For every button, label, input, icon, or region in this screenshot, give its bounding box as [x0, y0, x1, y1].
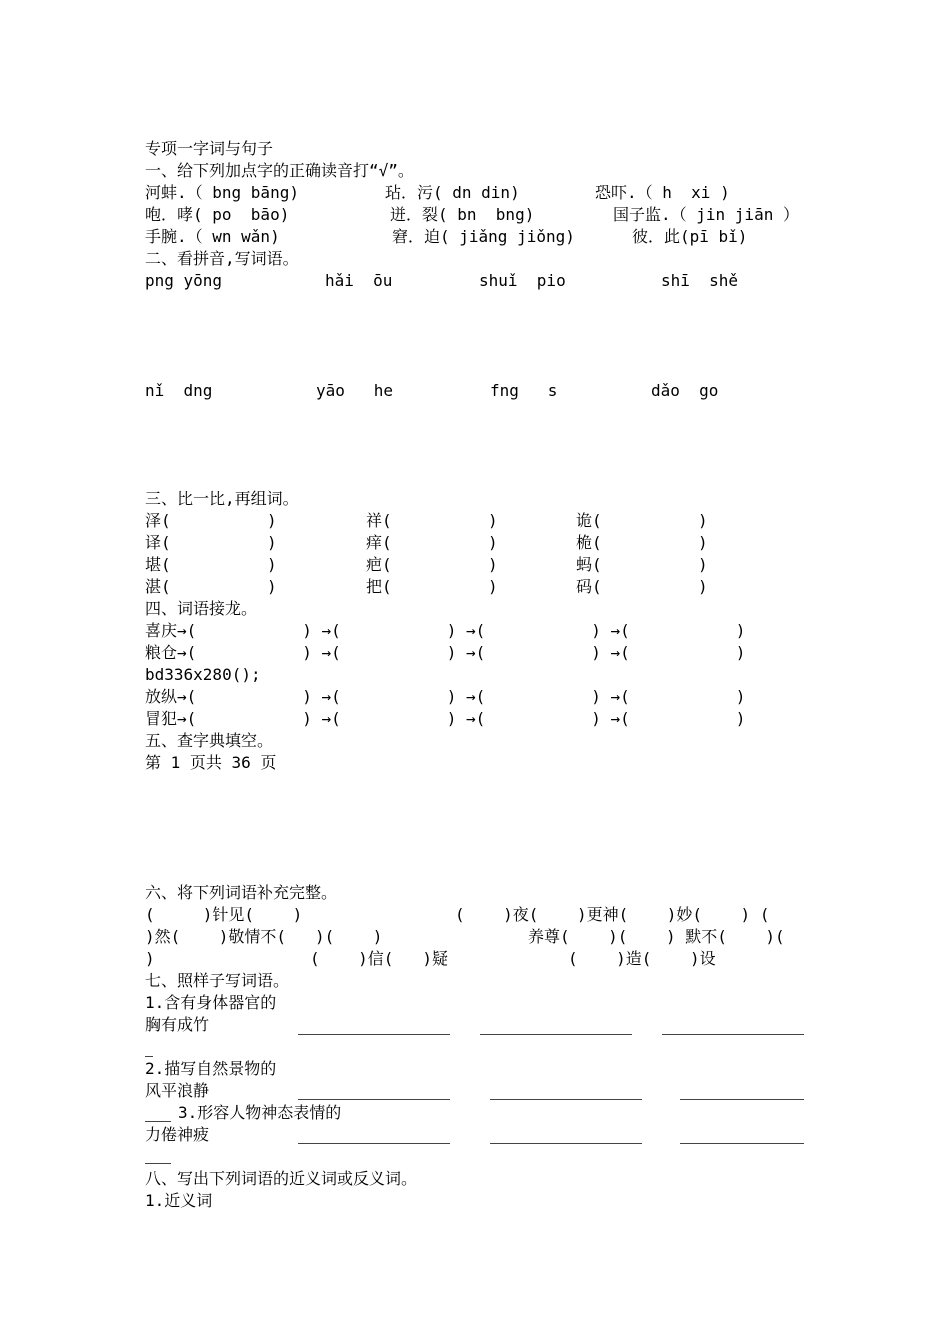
s6-r1-a: ( )针见( ): [145, 905, 303, 924]
s7-q1: 1.含有身体器官的: [145, 993, 277, 1012]
section-3-heading: 三、比一比,再组词。: [145, 489, 299, 508]
section-2-heading: 二、看拼音,写词语。: [145, 249, 299, 268]
section-1-heading: 一、给下列加点字的正确读音打“√”。: [145, 161, 414, 180]
answer-line: [490, 1099, 642, 1100]
answer-line: [680, 1143, 804, 1144]
s6-r2-a: )然( )敬情不( )( ): [145, 927, 383, 946]
answer-line: [680, 1099, 804, 1100]
section-5-heading: 五、查字典填空。: [145, 731, 274, 750]
s7-q3: 3.形容人物神态表情的: [178, 1103, 342, 1122]
s7-q1-example: 胸有成竹: [145, 1015, 210, 1034]
pinyin-8: dǎo go: [651, 381, 719, 400]
s3-r1-c3: 诡( ): [576, 511, 708, 530]
pinyin-4: shī shě: [661, 271, 739, 290]
s1-r3-c2: 窘．迫( jiǎng jiǒng): [392, 227, 575, 246]
pinyin-6: yāo he: [316, 381, 394, 400]
answer-line: [662, 1034, 804, 1035]
section-6-heading: 六、将下列词语补充完整。: [145, 883, 338, 902]
s6-r3-a: ): [145, 949, 155, 968]
s3-r2-c2: 痒( ): [366, 533, 498, 552]
answer-line: [145, 1121, 171, 1122]
s1-r1-c3: 恐吓.（ h xi ): [595, 183, 730, 202]
pinyin-5: nǐ dng: [145, 381, 213, 400]
chain-row-2: 粮仓→( ) →( ) →( ) →( ): [145, 643, 746, 662]
s6-r2-b: 养尊( )( ) 默不( )(: [528, 927, 785, 946]
chain-row-4: 冒犯→( ) →( ) →( ) →( ): [145, 709, 746, 728]
s3-r4-c1: 湛( ): [145, 577, 277, 596]
s1-r2-c3: 国子监.（ jin jiān ）: [613, 205, 799, 224]
answer-line: [298, 1034, 450, 1035]
section-7-heading: 七、照样子写词语。: [145, 971, 290, 990]
s1-r1-c1: 河蚌.（ bng bāng): [145, 183, 299, 202]
chain-row-3: 放纵→( ) →( ) →( ) →( ): [145, 687, 746, 706]
s1-r2-c2: 迸．裂( bn bng): [390, 205, 535, 224]
chain-row-1: 喜庆→( ) →( ) →( ) →( ): [145, 621, 746, 640]
s1-r1-c2: 玷．污( dn din): [385, 183, 520, 202]
s7-q3-example: 力倦神疲: [145, 1125, 210, 1144]
answer-line: [145, 1056, 153, 1057]
s6-r3-c: ( )造( )设: [568, 949, 716, 968]
answer-line: [480, 1034, 632, 1035]
pinyin-3: shuǐ pio: [479, 271, 566, 290]
answer-line: [145, 1163, 171, 1164]
pinyin-1: png yōng: [145, 271, 223, 290]
s3-r2-c1: 译( ): [145, 533, 277, 552]
s3-r4-c2: 把( ): [366, 577, 498, 596]
s3-r1-c2: 祥( ): [366, 511, 498, 530]
s3-r3-c2: 疤( ): [366, 555, 498, 574]
s3-r4-c3: 码( ): [576, 577, 708, 596]
s3-r1-c1: 泽( ): [145, 511, 277, 530]
pinyin-7: fng s: [490, 381, 558, 400]
answer-line: [298, 1143, 450, 1144]
s8-q1: 1.近义词: [145, 1191, 213, 1210]
pinyin-2: hǎi ōu: [325, 271, 393, 290]
s1-r2-c1: 咆．哮( po bāo): [145, 205, 290, 224]
s7-q2-example: 风平浪静: [145, 1081, 210, 1100]
s3-r2-c3: 桅( ): [576, 533, 708, 552]
doc-title: 专项一字词与句子: [145, 139, 274, 158]
ad-code-text: bd336x280();: [145, 665, 261, 684]
answer-line: [298, 1099, 450, 1100]
s7-q2: 2.描写自然景物的: [145, 1059, 277, 1078]
s1-r3-c1: 手腕.（ wn wǎn): [145, 227, 280, 246]
s6-r3-b: ( )信( )疑: [310, 949, 448, 968]
section-4-heading: 四、词语接龙。: [145, 599, 258, 618]
page-footer: 第 1 页共 36 页: [145, 753, 277, 772]
s3-r3-c1: 堪( ): [145, 555, 277, 574]
s1-r3-c3: 彼．此(pī bǐ): [632, 227, 748, 246]
answer-line: [490, 1143, 642, 1144]
section-8-heading: 八、写出下列词语的近义词或反义词。: [145, 1169, 418, 1188]
s3-r3-c3: 蚂( ): [576, 555, 708, 574]
s6-r1-b: ( )夜( )更神( )妙( ) (: [455, 905, 770, 924]
